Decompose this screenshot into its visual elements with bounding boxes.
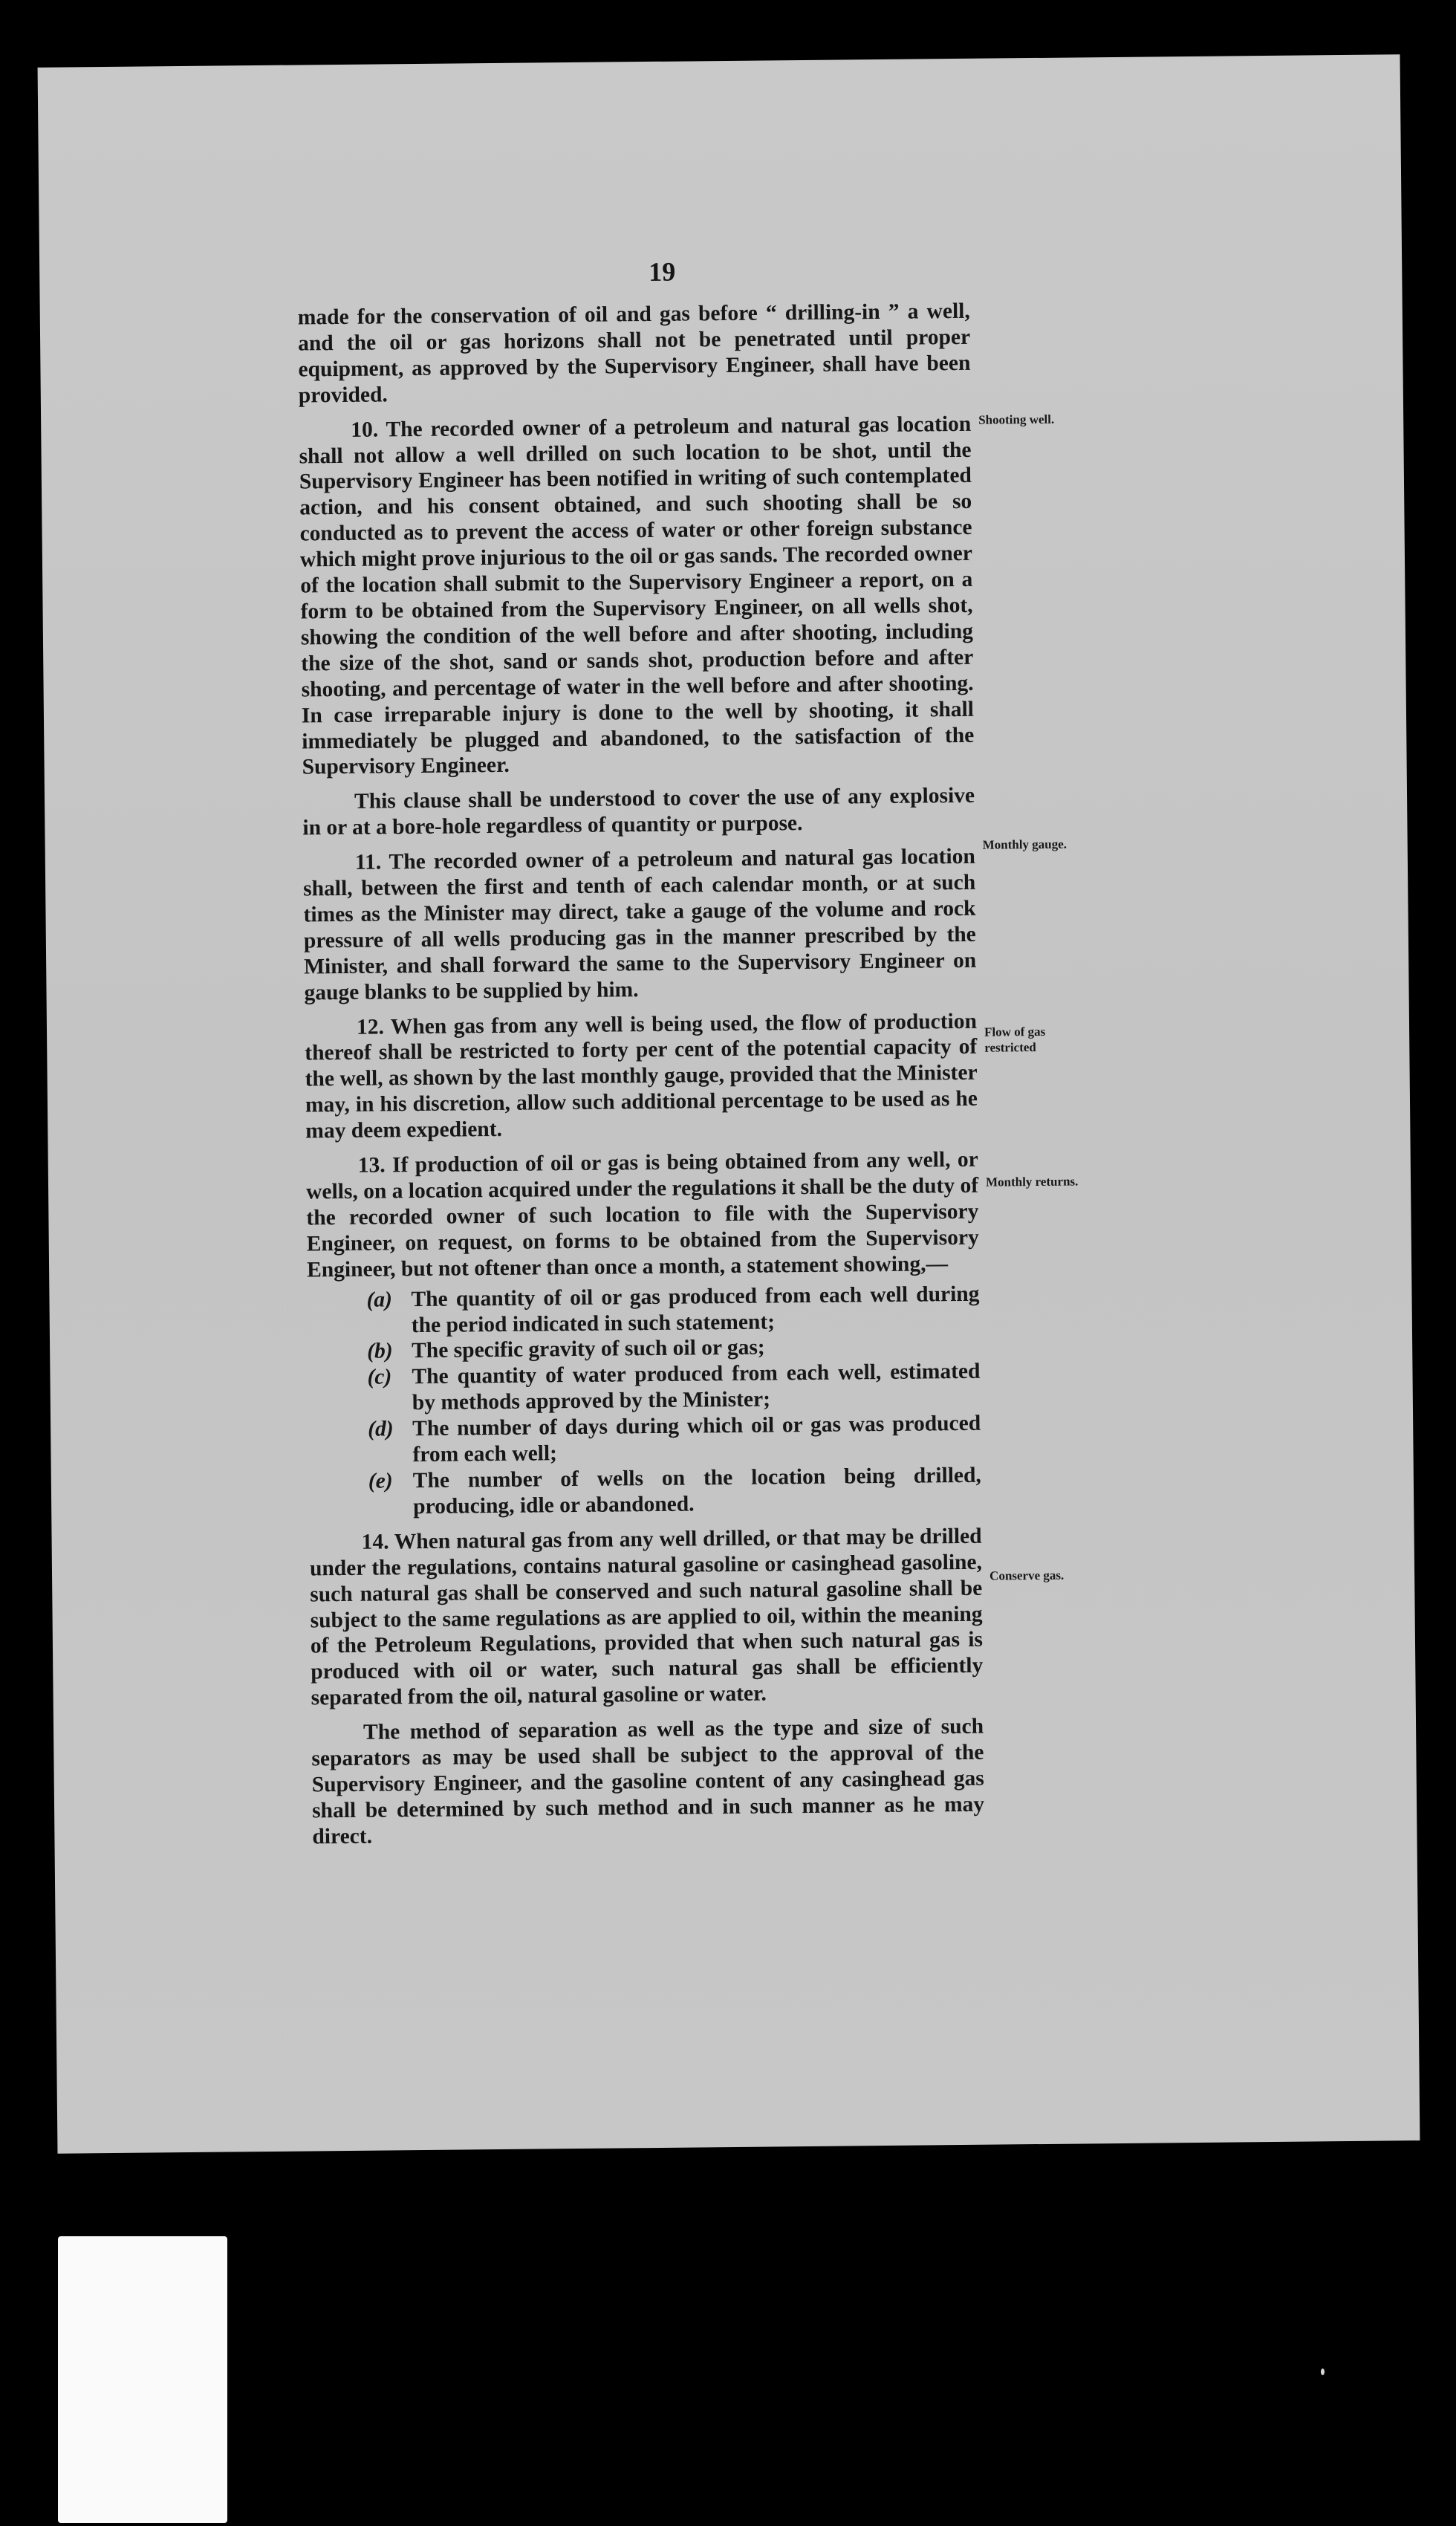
- margin-note-monthly-gauge: Monthly gauge.: [982, 837, 1067, 852]
- clause-13-list: [307, 1281, 981, 1521]
- list-item-text: The quantity of oil or gas produced from each well during the period indicated in such statement;: [411, 1282, 980, 1337]
- list-item-label: (e): [368, 1469, 393, 1493]
- list-item-label: (c): [367, 1365, 392, 1390]
- clause-10-explosive-note: This clause shall be understood to cover the use of any explosive in or at a bore-hole regardless of quantity or purpose.: [302, 784, 975, 840]
- continuation-paragraph: made for the conservation of oil and gas before “ drilling-in ” a well, and the oil or gas horizons shall not be penetrated until proper equipment, as approved by the Supervisory Engineer, shall have been provided.: [297, 299, 971, 408]
- list-item-label: (a): [366, 1287, 393, 1312]
- margin-note-flow-restricted: Flow of gas restricted: [984, 1024, 1046, 1055]
- list-item-text: The specific gravity of such oil or gas;: [412, 1335, 765, 1363]
- list-item: [366, 1281, 980, 1339]
- list-item: [368, 1463, 982, 1521]
- clause-12: 12. When gas from any well is being used, the flow of production thereof shall be restricted to forty per cent of the potential capacity of the well, as shown by the last monthly gauge, provided that the Minister may, in his discretion, allow such additional percentage to be used as he may deem expedient.: [305, 1009, 978, 1143]
- film-label-card: [58, 2236, 227, 2523]
- clause-14: 14. When natural gas from any well drilled, or that may be drilled under the regulations, contains natural gasoline or casinghead gasoline, such natural gas shall be conserved and such natural gasoline shall be subject to the same regulations as are applied to oil, within the meaning of the Petroleum Regulations, provided that when such natural gas is produced with oil or water, such natural gas shall be efficiently separated from the oil, natural gasoline or water.: [309, 1524, 984, 1710]
- list-item-text: The quantity of water produced from each well, estimated by methods approved by the Minister;: [412, 1360, 981, 1415]
- list-item: [367, 1359, 981, 1417]
- margin-note-monthly-returns: Monthly returns.: [985, 1174, 1079, 1189]
- margin-note-conserve-gas: Conserve gas.: [989, 1568, 1065, 1583]
- clause-11: 11. The recorded owner of a petroleum and natural gas location shall, between the first and tenth of each calendar month, or at such times as the Minister may direct, take a gauge of the volume and rock pressure of all wells producing gas in the manner prescribed by the Minister, and shall forward the same to the Supervisory Engineer on gauge blanks to be supplied by him.: [303, 844, 977, 1005]
- list-item-text: The number of days during which oil or gas was produced from each well;: [412, 1411, 981, 1467]
- document-page: [38, 54, 1420, 2153]
- list-item-label: (b): [367, 1339, 393, 1364]
- body-text: [298, 299, 985, 1850]
- list-item-text: The number of wells on the location being drilled, producing, idle or abandoned.: [412, 1463, 981, 1519]
- clause-13: 13. If production of oil or gas is being obtained from any well, or wells, on a location acquired under the regulations it shall be the duty of the recorded owner of such location to file with the Supervisory Engineer, on request, on forms to be obtained from the Supervisory Engineer, but not oftener than once a month, a statement showing,—: [305, 1147, 979, 1282]
- clause-14-separation-note: The method of separation as well as the type and size of such separators as may be used shall be subject to the approval of the Supervisory Engineer, and the gasoline content of any casinghead gas shall be determined by such method and in such manner as he may direct.: [311, 1714, 985, 1849]
- clause-10: 10. The recorded owner of a petroleum and natural gas location shall not allow a well drilled on such location to be shot, until the Supervisory Engineer has been notified in writing of such contemplated action, and his consent obtained, and such shooting shall be so conducted as to prevent the access of water or other foreign substance which might prove injurious to the oil or gas sands. The recorded owner of the location shall submit to the Supervisory Engineer a report, on a form to be obtained from the Supervisory Engineer, on all wells shot, showing the condition of the well before and after shooting, including the size of the shot, sand or sands shot, production before and after shooting, and percentage of water in the well before and after shooting. In case irreparable injury is done to the well by shooting, it shall immediately be plugged and abandoned, to the satisfaction of the Supervisory Engineer.: [299, 412, 975, 779]
- margin-note-shooting-well: Shooting well.: [978, 412, 1055, 427]
- film-speck: [1321, 2368, 1325, 2375]
- list-item: [368, 1411, 981, 1469]
- page-number: 19: [649, 256, 676, 287]
- list-item-label: (d): [368, 1417, 394, 1441]
